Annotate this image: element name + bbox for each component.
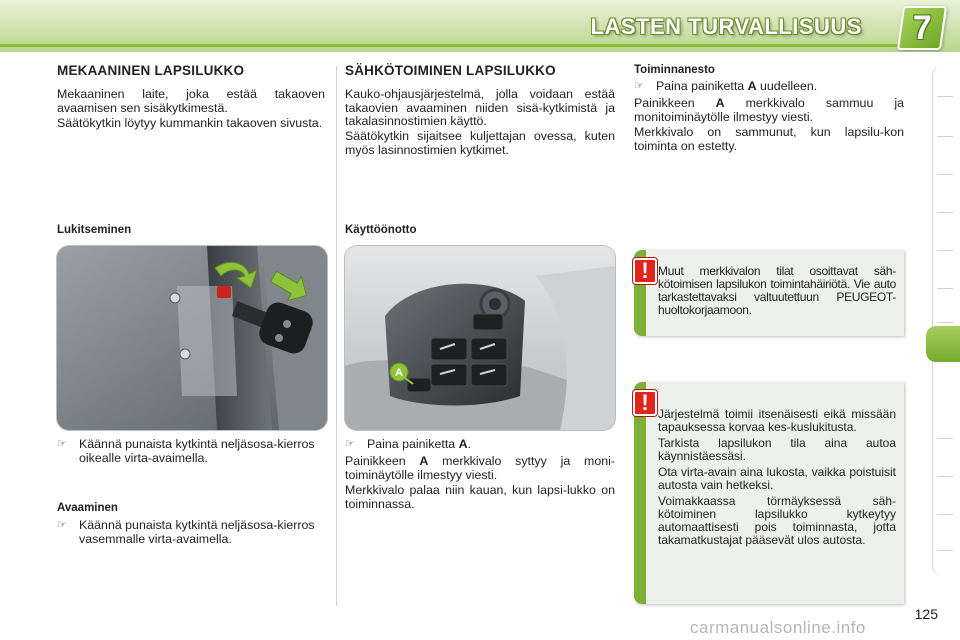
unlocking-instruction: ☞ Käännä punaista kytkintä neljäsosa-kierros vasemmalle virta-avaimella.	[57, 518, 315, 546]
tab-divider	[937, 212, 953, 213]
window-switch-photo	[345, 246, 615, 430]
switch-label-a: A	[395, 367, 403, 379]
activation-heading: Käyttöönotto	[345, 224, 417, 236]
tab-divider	[937, 136, 953, 137]
column-divider	[336, 66, 337, 606]
warning-box-safety	[634, 382, 904, 604]
page-header	[0, 0, 960, 52]
door-lock-illustration	[57, 246, 327, 430]
electric-lock-heading: SÄHKÖTOIMINEN LAPSILUKKO	[345, 63, 556, 78]
deactivation-heading: Toiminnanesto	[634, 64, 715, 76]
deactivation-status-text: Merkkivalo on sammunut, kun lapsilu-kon toiminta on estetty.	[634, 125, 904, 153]
tab-divider	[937, 514, 953, 515]
pointing-hand-icon: ☞	[57, 519, 67, 531]
tab-divider	[937, 550, 953, 551]
unlocking-heading: Avaaminen	[57, 502, 118, 514]
locking-heading: Lukitseminen	[57, 224, 132, 236]
chapter-badge	[897, 6, 947, 50]
watermark: carmanualsonline.info	[690, 618, 866, 637]
tab-divider	[937, 96, 953, 97]
header-rule	[0, 44, 900, 47]
tab-divider	[937, 250, 953, 251]
electric-lock-location: Säätökytkin sijaitsee kuljettajan ovessa, kuten myös lasinnostimien kytkimet.	[345, 129, 615, 157]
deactivation-instruction: ☞ Paina painiketta A uudelleen.	[634, 79, 818, 93]
chapter-title: LASTEN TURVALLISUUS	[590, 14, 862, 39]
page-number: 125	[914, 606, 938, 622]
window-switch-illustration	[345, 246, 615, 430]
activation-instruction: ☞ Paina painiketta A.	[345, 437, 472, 451]
activation-indicator-text: Painikkeen A merkkivalo syttyy ja moni-toiminäytölle ilmestyy viesti.	[345, 454, 615, 482]
mechanical-lock-location: Säätökytkin löytyy kummankin takaoven sivusta.	[57, 116, 323, 130]
door-lock-photo	[57, 246, 327, 430]
chapter-tab-active[interactable]	[926, 326, 960, 362]
pointing-hand-icon: ☞	[57, 438, 67, 450]
warning-box-malfunction	[634, 250, 904, 336]
tab-divider	[937, 438, 953, 439]
electric-lock-intro: Kauko-ohjausjärjestelmä, jolla voidaan estää takaovien avaaminen niiden sisä-kytkimistä ja takalasinnostimien käyttö.	[345, 87, 615, 129]
locking-instruction: ☞ Käännä punaista kytkintä neljäsosa-kierros oikealle virta-avaimella.	[57, 437, 315, 465]
tab-divider	[937, 288, 953, 289]
tab-divider	[937, 174, 953, 175]
activation-duration-text: Merkkivalo palaa niin kauan, kun lapsi-lukko on toiminnassa.	[345, 483, 615, 511]
tab-divider	[937, 322, 953, 323]
pointing-hand-icon: ☞	[345, 438, 355, 450]
deactivation-indicator-text: Painikkeen A merkkivalo sammuu ja monitoiminäytölle ilmestyy viesti.	[634, 96, 905, 124]
chapter-number: 7	[912, 8, 932, 47]
mechanical-lock-intro: Mekaaninen laite, joka estää takaoven avaamisen sen sisäkytkimestä.	[57, 87, 325, 115]
exclamation-icon: !	[633, 390, 657, 416]
chapter-tab-strip	[932, 66, 954, 576]
tab-divider	[937, 476, 953, 477]
exclamation-icon: !	[633, 258, 657, 284]
warning-text: Muut merkkivalon tilat osoittavat säh-kötoimisen lapsilukon toimintahäiriötä. Vie auto tarkastettavaksi valtuutettuun PEUGEOT-huoltokorjaamoon.	[658, 264, 896, 317]
mechanical-lock-heading: MEKAANINEN LAPSILUKKO	[57, 63, 245, 78]
pointing-hand-icon: ☞	[634, 80, 644, 92]
warning-text: Järjestelmä toimii itsenäisesti eikä missään tapauksessa korvaa kes-kuslukitusta. Tarkista lapsilukon tila aina autoa käynnistäessäsi. Ota virta-avain aina lukosta, vaikka poistuisit autosta vain hetkeksi. Voimakkaassa törmäyksessä säh-kötoiminen lapsilukko kytkeytyy automaattisesti pois toiminnasta, jotta takamatkustajat pääsevät ulos autosta.	[658, 407, 896, 547]
